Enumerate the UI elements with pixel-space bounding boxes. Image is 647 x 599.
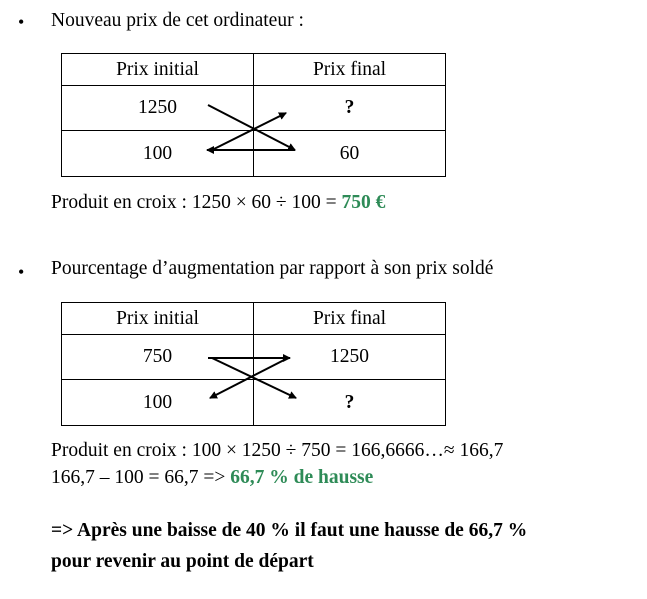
cell-final-row2: 60 [254, 131, 446, 177]
cell-final-row2: ? [254, 380, 446, 426]
conclusion-line1: => Après une baisse de 40 % il faut une hausse de 66,7 % [51, 520, 528, 541]
cell-initial-row2: 100 [62, 380, 254, 426]
section2-line1: Produit en croix : 100 × 1250 ÷ 750 = 166,6666…≈ 166,7 [51, 440, 504, 461]
section2-line2 [51, 467, 373, 489]
cross-product-table-2 [61, 302, 446, 426]
section1-result [51, 192, 385, 214]
section2-result: 66,7 % de hausse [230, 467, 374, 488]
header-prix-final: Prix final [254, 303, 446, 335]
section1-title: Nouveau prix de cet ordinateur : [51, 10, 304, 31]
header-prix-final: Prix final [254, 54, 446, 86]
bullet-icon: • [18, 12, 25, 32]
conclusion-line2: pour revenir au point de départ [51, 551, 314, 572]
cell-initial-row1: 750 [62, 335, 254, 380]
cell-final-row1: ? [254, 86, 446, 131]
cell-initial-row1: 1250 [62, 86, 254, 131]
header-prix-initial: Prix initial [62, 303, 254, 335]
section2-line2-prefix: 166,7 – 100 = 66,7 => [51, 467, 231, 488]
cell-final-row1: 1250 [254, 335, 446, 380]
cell-initial-row2: 100 [62, 131, 254, 177]
bullet-icon: • [18, 262, 25, 282]
cross-product-table-1 [61, 53, 446, 177]
header-prix-initial: Prix initial [62, 54, 254, 86]
section1-result-label: Produit en croix : 1250 × 60 ÷ 100 = [51, 192, 342, 213]
section1-result-value: 750 € [341, 192, 386, 213]
section2-title: Pourcentage d’augmentation par rapport à son prix soldé [51, 258, 494, 279]
